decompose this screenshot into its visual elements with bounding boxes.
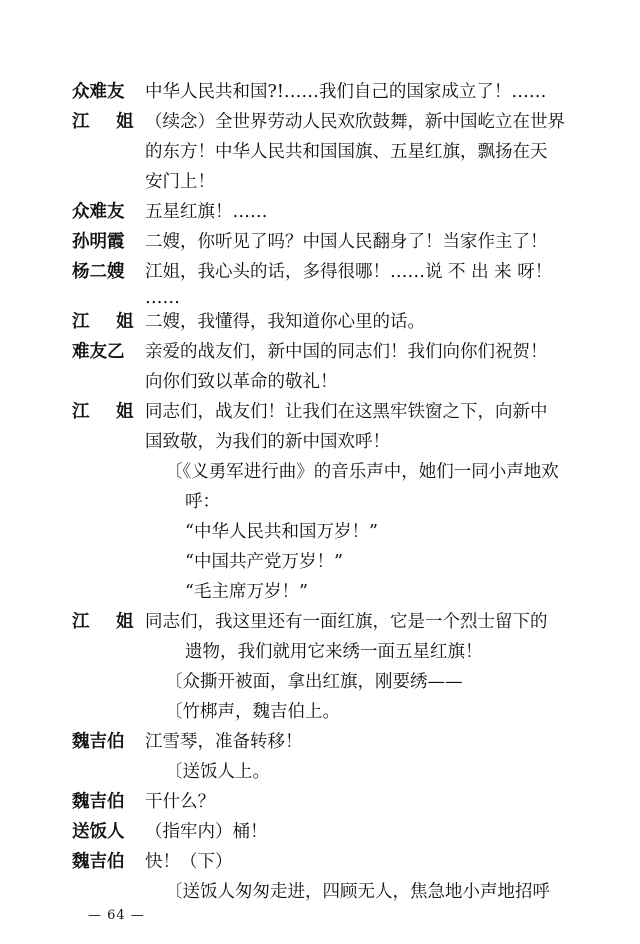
dialogue-line [0,727,640,757]
stage-direction-text: 〔送饭人匆匆走进，四顾无人，焦急地小声地招呼 [165,882,550,902]
slogan-line [0,577,640,607]
dialogue-continuation [0,427,640,457]
stage-direction-text: 呼： [185,492,220,512]
speaker-char: 江 [72,112,90,132]
dialogue-text: 安门上！ [145,172,215,192]
dialogue-continuation [0,167,640,197]
dialogue-line [0,847,640,877]
stage-direction [0,667,640,697]
dialogue-text: 快！（下） [145,852,233,872]
speaker-name: 魏吉伯 [72,792,125,812]
stage-direction [0,757,640,787]
dialogue-continuation [0,367,640,397]
speaker-name: 魏吉伯 [72,852,125,872]
stage-direction-continuation [0,487,640,517]
stage-direction-text: 〔送饭人上。 [165,762,270,782]
dialogue-line [0,817,640,847]
dialogue-text: 五星红旗！…… [145,202,268,222]
dialogue-line [0,607,640,637]
dialogue-text: （指牢内）桶！ [145,822,268,842]
dialogue-text: 向你们致以革命的敬礼！ [145,372,338,392]
dialogue-text: 国致敬，为我们的新中国欢呼！ [145,432,390,452]
dialogue-text: 中华人民共和国?!……我们自己的国家成立了！…… [145,82,547,102]
dialogue-line [0,787,640,817]
slogan-text: “毛主席万岁！” [185,582,308,602]
stage-direction [0,697,640,727]
speaker-name: 送饭人 [72,822,125,842]
dialogue-continuation [0,137,640,167]
stage-direction-text: 〔竹梆声，魏吉伯上。 [165,702,340,722]
page-number: — 64 — [88,908,145,923]
speaker-name: 孙明霞 [72,232,125,252]
dialogue-text: 遗物，我们就用它来绣一面五星红旗！ [185,642,483,662]
dialogue-text: 干什么？ [145,792,215,812]
slogan-line [0,547,640,577]
stage-direction-text: 〔《义勇军进行曲》的音乐声中，她们一同小声地欢 [165,462,559,482]
dialogue-line [0,197,640,227]
speaker-name: 众难友 [72,82,125,102]
speaker-char: 姐 [116,312,134,332]
dialogue-line [0,107,640,137]
dialogue-text: 同志们，战友们！让我们在这黑牢铁窗之下，向新中 [145,402,548,422]
stage-direction [0,877,640,907]
speaker-char: 姐 [116,402,134,422]
speaker-name: 魏吉伯 [72,732,125,752]
dialogue-text: 二嫂，我懂得，我知道你心里的话。 [145,312,425,332]
dialogue-line [0,337,640,367]
speaker-char: 江 [72,612,90,632]
speaker-name: 杨二嫂 [72,262,125,282]
dialogue-text: 江姐，我心头的话，多得很哪！……说 不 出 来 呀！ [145,262,553,282]
speaker-name: 众难友 [72,202,125,222]
dialogue-text: 二嫂，你听见了吗？中国人民翻身了！当家作主了！ [145,232,548,252]
speaker-char: 姐 [116,112,134,132]
dialogue-continuation [0,637,640,667]
dialogue-line [0,307,640,337]
slogan-line [0,517,640,547]
speaker-char: 姐 [116,612,134,632]
dialogue-line [0,397,640,427]
speaker-name: 难友乙 [72,342,125,362]
dialogue-text: 同志们，我这里还有一面红旗，它是一个烈士留下的 [145,612,548,632]
dialogue-text: …… [145,288,180,308]
dialogue-text: 亲爱的战友们，新中国的同志们！我们向你们祝贺！ [145,342,548,362]
dialogue-text: 的东方！中华人民共和国国旗、五星红旗，飘扬在天 [145,142,548,162]
dialogue-line [0,227,640,257]
slogan-text: “中国共产党万岁！” [185,552,343,572]
dialogue-text: 江雪琴，准备转移！ [145,732,303,752]
dialogue-line [0,77,640,107]
speaker-char: 江 [72,402,90,422]
slogan-text: “中华人民共和国万岁！” [185,522,378,542]
stage-direction-text: 〔众撕开被面，拿出红旗，刚要绣—— [165,672,463,692]
dialogue-text: （续念）全世界劳动人民欢欣鼓舞，新中国屹立在世界 [145,112,565,132]
stage-direction [0,457,640,487]
speaker-char: 江 [72,312,90,332]
